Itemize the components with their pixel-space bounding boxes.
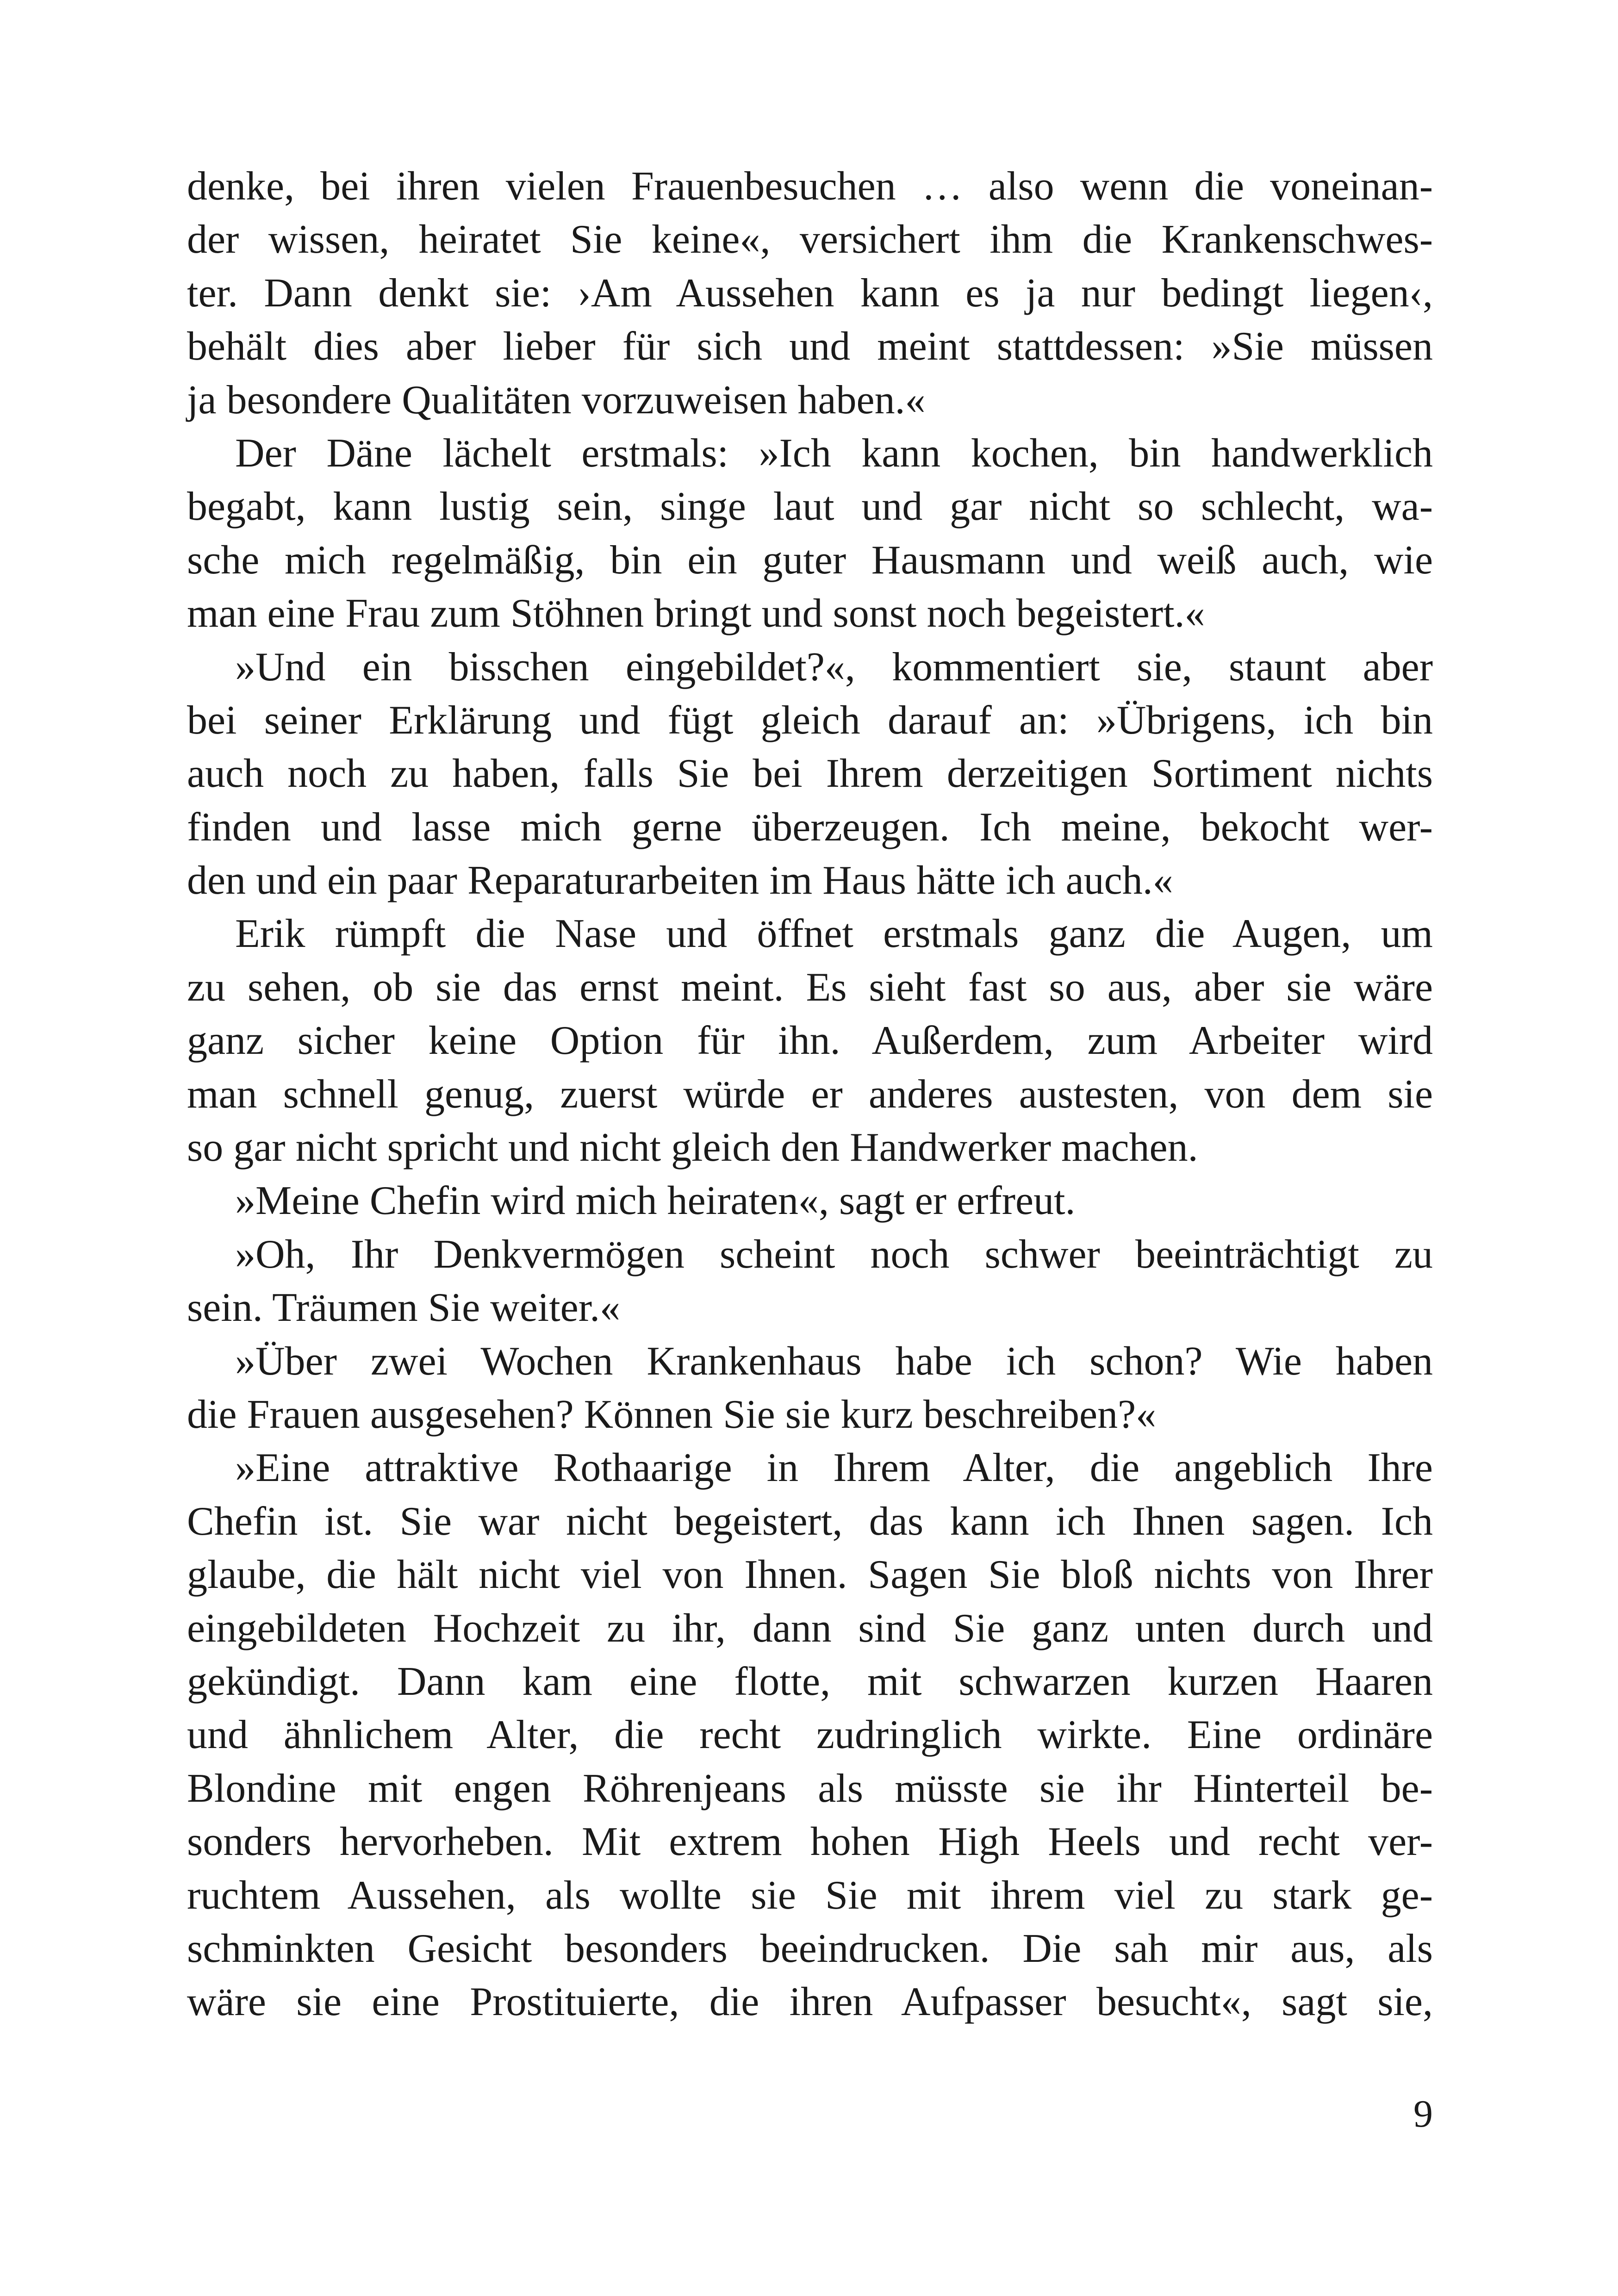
text-line: ja besondere Qualitäten vorzuweisen haben.« bbox=[187, 377, 926, 423]
text-line: eingebildeten Hochzeit zu ihr, dann sind Sie ganz unten durch und bbox=[187, 1605, 1433, 1651]
text-line: schminkten Gesicht besonders beeindrucken. Die sah mir aus, als bbox=[187, 1926, 1433, 1971]
text-line: die Frauen ausgesehen? Können Sie sie kurz beschreiben?« bbox=[187, 1392, 1157, 1437]
text-line: finden und lasse mich gerne überzeugen. Ich meine, bekocht wer- bbox=[187, 804, 1433, 850]
text-line: »Und ein bisschen eingebildet?«, kommentiert sie, staunt aber bbox=[235, 644, 1433, 690]
text-line: bei seiner Erklärung und fügt gleich darauf an: »Übrigens, ich bin bbox=[187, 697, 1433, 743]
text-line: gekündigt. Dann kam eine flotte, mit schwarzen kurzen Haaren bbox=[187, 1659, 1433, 1704]
text-line: »Oh, Ihr Denkvermögen scheint noch schwer beeinträchtigt zu bbox=[235, 1232, 1433, 1277]
text-line: »Meine Chefin wird mich heiraten«, sagt er erfreut. bbox=[235, 1178, 1076, 1224]
text-line: »Eine attraktive Rothaarige in Ihrem Alter, die angeblich Ihre bbox=[235, 1445, 1433, 1491]
text-line: den und ein paar Reparaturarbeiten im Haus hätte ich auch.« bbox=[187, 858, 1173, 903]
text-line: sein. Träumen Sie weiter.« bbox=[187, 1285, 621, 1331]
text-line: und ähnlichem Alter, die recht zudringlich wirkte. Eine ordinäre bbox=[187, 1712, 1433, 1758]
text-line: zu sehen, ob sie das ernst meint. Es sieht fast so aus, aber sie wäre bbox=[187, 964, 1433, 1010]
text-line: begabt, kann lustig sein, singe laut und gar nicht so schlecht, wa- bbox=[187, 484, 1433, 529]
text-line: ter. Dann denkt sie: ›Am Aussehen kann es ja nur bedingt liegen‹, bbox=[187, 270, 1433, 316]
body-text bbox=[187, 160, 1433, 2029]
text-line: Der Däne lächelt erstmals: »Ich kann kochen, bin handwerklich bbox=[235, 430, 1433, 476]
text-line: Blondine mit engen Röhrenjeans als müsste sie ihr Hinterteil be- bbox=[187, 1766, 1433, 1811]
text-line: ganz sicher keine Option für ihn. Außerdem, zum Arbeiter wird bbox=[187, 1018, 1433, 1064]
text-line: behält dies aber lieber für sich und meint stattdessen: »Sie müssen bbox=[187, 324, 1433, 369]
text-line: der wissen, heiratet Sie keine«, versichert ihm die Krankenschwes- bbox=[187, 217, 1433, 262]
page-number: 9 bbox=[1413, 2092, 1433, 2135]
text-line: sche mich regelmäßig, bin ein guter Hausmann und weiß auch, wie bbox=[187, 537, 1433, 583]
text-line: denke, bei ihren vielen Frauenbesuchen … also wenn die voneinan- bbox=[187, 164, 1433, 209]
text-line: auch noch zu haben, falls Sie bei Ihrem derzeitigen Sortiment nichts bbox=[187, 751, 1433, 796]
text-line: Erik rümpft die Nase und öffnet erstmals ganz die Augen, um bbox=[235, 911, 1433, 957]
text-line: ruchtem Aussehen, als wollte sie Sie mit ihrem viel zu stark ge- bbox=[187, 1873, 1433, 1918]
text-line: glaube, die hält nicht viel von Ihnen. Sagen Sie bloß nichts von Ihrer bbox=[187, 1552, 1433, 1598]
text-line: wäre sie eine Prostituierte, die ihren Aufpasser besucht«, sagt sie, bbox=[187, 1979, 1433, 2025]
text-line: sonders hervorheben. Mit extrem hohen High Heels und recht ver- bbox=[187, 1819, 1433, 1865]
text-line: Chefin ist. Sie war nicht begeistert, das kann ich Ihnen sagen. Ich bbox=[187, 1499, 1433, 1544]
text-line: man schnell genug, zuerst würde er anderes austesten, von dem sie bbox=[187, 1071, 1433, 1117]
text-line: man eine Frau zum Stöhnen bringt und sonst noch begeistert.« bbox=[187, 591, 1205, 636]
text-line: so gar nicht spricht und nicht gleich den Handwerker machen. bbox=[187, 1125, 1198, 1170]
text-line: »Über zwei Wochen Krankenhaus habe ich schon? Wie haben bbox=[235, 1338, 1433, 1384]
